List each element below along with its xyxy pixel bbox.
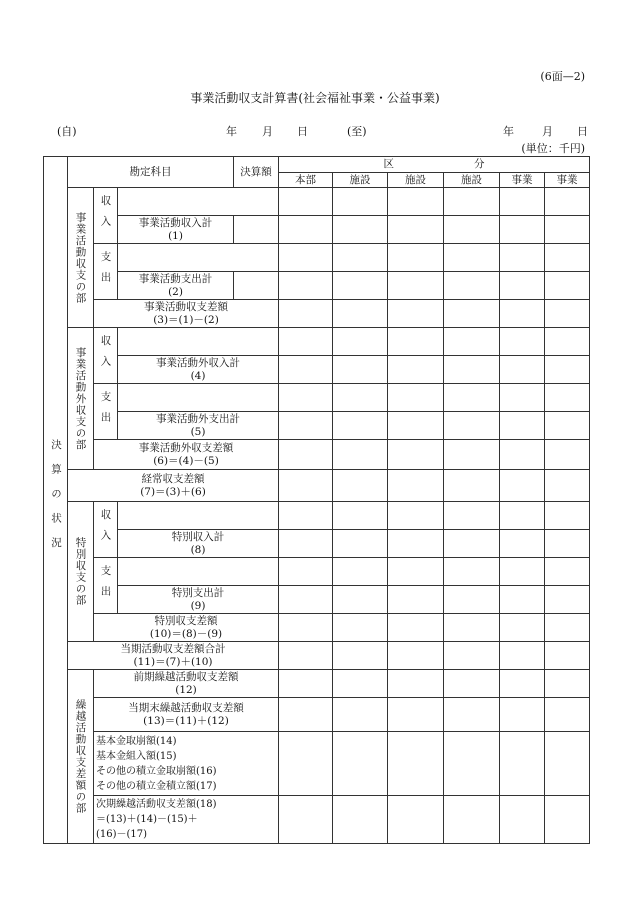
value-cell: [444, 698, 500, 732]
value-cell: [545, 732, 590, 796]
value-cell: [500, 412, 545, 440]
value-cell: [388, 670, 444, 698]
value-cell: [545, 412, 590, 440]
col-jigyo-2: 事業: [545, 173, 590, 188]
op-expense-total: [118, 272, 234, 300]
value-cell: [333, 642, 388, 670]
value-cell: [444, 300, 500, 328]
sp-expense-label: 支出: [99, 565, 112, 606]
sec-operating-cell: [68, 188, 94, 328]
row-label-text: 特別支出計: [171, 586, 225, 599]
row-label-text: 事業活動収支差額: [144, 300, 228, 313]
value-cell: [118, 328, 279, 356]
value-cell: [444, 502, 500, 530]
value-cell: [234, 272, 279, 300]
value-cell: [279, 530, 333, 558]
value-cell: [234, 216, 279, 244]
account-header: 勘定科目: [68, 157, 234, 188]
value-cell: [500, 328, 545, 356]
value-cell: [333, 530, 388, 558]
value-cell: [545, 530, 590, 558]
row-label-text: 当期活動収支差額合計: [120, 642, 226, 655]
unappropriated: [94, 698, 279, 732]
value-cell: [500, 698, 545, 732]
row-label-text: ＝(13)＋(14)－(15)＋: [96, 814, 198, 825]
value-cell: [279, 558, 333, 586]
value-cell: [333, 216, 388, 244]
to-day-label: 日: [577, 125, 588, 138]
value-cell: [545, 300, 590, 328]
value-cell: [333, 384, 388, 412]
from-year-label: 年: [226, 125, 237, 138]
row-label-text: (4): [190, 369, 206, 382]
nonop-diff: [94, 440, 279, 470]
value-cell: [444, 642, 500, 670]
col-shisetsu-2: 施設: [388, 173, 444, 188]
value-cell: [388, 412, 444, 440]
value-cell: [500, 470, 545, 502]
value-cell: [118, 502, 279, 530]
value-cell: [118, 384, 279, 412]
value-cell: [388, 642, 444, 670]
unit-label: (単位：千円): [521, 142, 585, 155]
value-cell: [388, 356, 444, 384]
value-cell: [500, 614, 545, 642]
value-cell: [333, 244, 388, 272]
value-cell: [500, 530, 545, 558]
value-cell: [444, 356, 500, 384]
value-cell: [279, 300, 333, 328]
value-cell: [500, 188, 545, 216]
value-cell: [500, 440, 545, 470]
sec-carryover-cell: [68, 670, 94, 844]
prev-carry: [94, 670, 279, 698]
value-cell: [444, 614, 500, 642]
value-cell: [545, 670, 590, 698]
value-cell: [333, 328, 388, 356]
value-cell: [388, 440, 444, 470]
value-cell: [279, 670, 333, 698]
row-label-text: (6)＝(4)－(5): [153, 454, 219, 467]
value-cell: [388, 530, 444, 558]
value-cell: [388, 244, 444, 272]
value-cell: [444, 244, 500, 272]
value-cell: [545, 384, 590, 412]
row-label-text: (1): [168, 229, 183, 242]
value-cell: [545, 470, 590, 502]
from-month-label: 月: [262, 125, 273, 138]
row-label-text: 事業活動支出計: [138, 272, 213, 285]
op-diff: [94, 300, 279, 328]
value-cell: [333, 412, 388, 440]
col-shisetsu-3: 施設: [444, 173, 500, 188]
value-cell: [388, 614, 444, 642]
sec-nonop-cell: [68, 328, 94, 470]
from-day-label: 日: [297, 125, 308, 138]
value-cell: [545, 440, 590, 470]
value-cell: [500, 642, 545, 670]
statement-table: [43, 156, 590, 844]
next-carry: [94, 796, 279, 844]
sec-special-cell: [68, 502, 94, 642]
value-cell: [333, 670, 388, 698]
value-cell: [444, 670, 500, 698]
row-label-text: (16)－(17): [96, 829, 148, 840]
value-cell: [333, 502, 388, 530]
other-reserve-reversal: その他の積立金取崩額(16): [96, 765, 217, 777]
op-income-total: [118, 216, 234, 244]
sp-diff: [94, 614, 279, 642]
nonop-income-total: [118, 356, 279, 384]
value-cell: [333, 796, 388, 844]
sec-nonop-label: 事業活動外収支の部: [74, 346, 87, 451]
value-cell: [545, 642, 590, 670]
value-cell: [500, 384, 545, 412]
value-cell: [444, 384, 500, 412]
value-cell: [500, 732, 545, 796]
value-cell: [444, 328, 500, 356]
value-cell: [279, 732, 333, 796]
value-cell: [279, 796, 333, 844]
op-expense-label: 支出: [99, 251, 112, 292]
value-cell: [279, 412, 333, 440]
value-cell: [500, 244, 545, 272]
value-cell: [545, 796, 590, 844]
value-cell: [333, 558, 388, 586]
value-cell: [545, 244, 590, 272]
sp-income-total: [118, 530, 279, 558]
col-honbu: 本部: [279, 173, 333, 188]
value-cell: [444, 440, 500, 470]
sp-expense-total: [118, 586, 279, 614]
value-cell: [500, 216, 545, 244]
op-income-items: [118, 188, 279, 216]
value-cell: [333, 188, 388, 216]
fund-adjustments: [94, 732, 279, 796]
sp-income-label: 収入: [99, 509, 112, 550]
value-cell: [388, 586, 444, 614]
col-jigyo-1: 事業: [500, 173, 545, 188]
value-cell: [333, 440, 388, 470]
value-cell: [279, 698, 333, 732]
value-cell: [444, 796, 500, 844]
nonop-income-cell: [94, 328, 118, 384]
sec-carryover-label: 繰越活動収支差額の部: [74, 699, 87, 814]
value-cell: [279, 356, 333, 384]
value-cell: [333, 300, 388, 328]
value-cell: [545, 356, 590, 384]
row-label-text: (10)＝(8)－(9): [149, 627, 223, 640]
value-cell: [545, 558, 590, 586]
row-label-text: 特別収支差額: [154, 614, 218, 627]
value-cell: [500, 356, 545, 384]
value-cell: [545, 698, 590, 732]
value-cell: [545, 328, 590, 356]
value-cell: [500, 272, 545, 300]
value-cell: [388, 796, 444, 844]
value-cell: [444, 732, 500, 796]
value-cell: [388, 732, 444, 796]
row-label-text: 事業活動収入計: [138, 216, 213, 229]
value-cell: [333, 356, 388, 384]
row-label-text: (7)＝(3)＋(6): [140, 485, 206, 498]
row-label-text: (5): [190, 425, 206, 438]
value-cell: [279, 384, 333, 412]
row-label-text: (13)＝(11)＋(12): [143, 714, 229, 727]
op-expense-cell: [94, 244, 118, 300]
value-cell: [279, 244, 333, 272]
value-cell: [388, 698, 444, 732]
row-label-text: 次期繰越活動収支差額(18): [96, 799, 217, 810]
value-cell: [500, 670, 545, 698]
to-label: (至): [347, 125, 367, 138]
value-cell: [333, 732, 388, 796]
nonop-expense-total: [118, 412, 279, 440]
kubun-header: [279, 157, 590, 173]
value-cell: [279, 216, 333, 244]
to-month-label: 月: [542, 125, 553, 138]
value-cell: [545, 216, 590, 244]
value-cell: [388, 328, 444, 356]
value-cell: [500, 796, 545, 844]
row-label-text: (3)＝(1)－(2): [153, 313, 219, 326]
value-cell: [444, 586, 500, 614]
value-cell: [388, 272, 444, 300]
row-label-text: (2): [168, 285, 183, 298]
sp-income-cell: [94, 502, 118, 558]
value-cell: [388, 216, 444, 244]
ordinary-diff: [68, 470, 279, 502]
value-cell: [279, 328, 333, 356]
nonop-expense-label: 支出: [99, 391, 112, 432]
outer-label: 決算の状況: [50, 438, 62, 562]
value-cell: [444, 470, 500, 502]
op-expense-items: [118, 244, 279, 272]
fund-reversal: 基本金取崩額(14): [96, 735, 177, 747]
document-title: 事業活動収支計算書(社会福祉事業・公益事業): [190, 91, 440, 105]
sec-operating-label: 事業活動収支の部: [74, 211, 87, 304]
value-cell: [500, 586, 545, 614]
value-cell: [118, 558, 279, 586]
value-cell: [333, 586, 388, 614]
value-cell: [279, 614, 333, 642]
settlement-header: 決算額: [234, 157, 279, 188]
row-label-text: (11)＝(7)＋(10): [133, 655, 213, 668]
value-cell: [279, 502, 333, 530]
fund-addition: 基本金組入額(15): [96, 750, 177, 762]
current-total: [68, 642, 279, 670]
outer-label-cell: [44, 157, 68, 844]
value-cell: [388, 502, 444, 530]
to-year-label: 年: [503, 125, 514, 138]
row-label-text: 前期繰越活動収支差額: [133, 670, 239, 683]
value-cell: [500, 558, 545, 586]
row-label-text: 特別収入計: [171, 530, 225, 543]
value-cell: [279, 188, 333, 216]
value-cell: [333, 698, 388, 732]
row-label-text: 事業活動外収入計: [156, 356, 240, 369]
row-label-text: 経常収支差額: [141, 472, 205, 485]
value-cell: [279, 642, 333, 670]
value-cell: [545, 586, 590, 614]
value-cell: [545, 188, 590, 216]
row-label-text: (9): [190, 599, 206, 612]
value-cell: [388, 300, 444, 328]
value-cell: [545, 502, 590, 530]
value-cell: [444, 216, 500, 244]
op-income-cell: [94, 188, 118, 244]
from-label: (自): [57, 125, 77, 138]
kubun-char-2: 分: [474, 158, 485, 170]
value-cell: [279, 586, 333, 614]
value-cell: [388, 188, 444, 216]
value-cell: [388, 558, 444, 586]
row-label-text: 当期末繰越活動収支差額: [128, 701, 244, 714]
value-cell: [500, 502, 545, 530]
value-cell: [444, 188, 500, 216]
value-cell: [545, 272, 590, 300]
row-label-text: 事業活動外収支差額: [138, 441, 234, 454]
other-reserve-addition: その他の積立金積立額(17): [96, 780, 217, 792]
value-cell: [500, 300, 545, 328]
kubun-char-1: 区: [383, 158, 395, 170]
value-cell: [444, 412, 500, 440]
nonop-income-label: 収入: [99, 335, 112, 376]
value-cell: [388, 384, 444, 412]
value-cell: [279, 440, 333, 470]
value-cell: [444, 272, 500, 300]
value-cell: [333, 272, 388, 300]
col-shisetsu-1: 施設: [333, 173, 388, 188]
value-cell: [279, 470, 333, 502]
value-cell: [444, 558, 500, 586]
row-label-text: (12): [175, 683, 197, 696]
value-cell: [333, 470, 388, 502]
row-label-text: 事業活動外支出計: [156, 412, 240, 425]
sec-special-label: 特別収支の部: [74, 537, 87, 606]
row-label-text: (8): [190, 543, 206, 556]
value-cell: [333, 614, 388, 642]
form-number: (6面—2): [540, 70, 585, 83]
value-cell: [388, 470, 444, 502]
value-cell: [444, 530, 500, 558]
sp-expense-cell: [94, 558, 118, 614]
value-cell: [279, 272, 333, 300]
op-income-label: 収入: [99, 195, 112, 236]
nonop-expense-cell: [94, 384, 118, 440]
value-cell: [545, 614, 590, 642]
